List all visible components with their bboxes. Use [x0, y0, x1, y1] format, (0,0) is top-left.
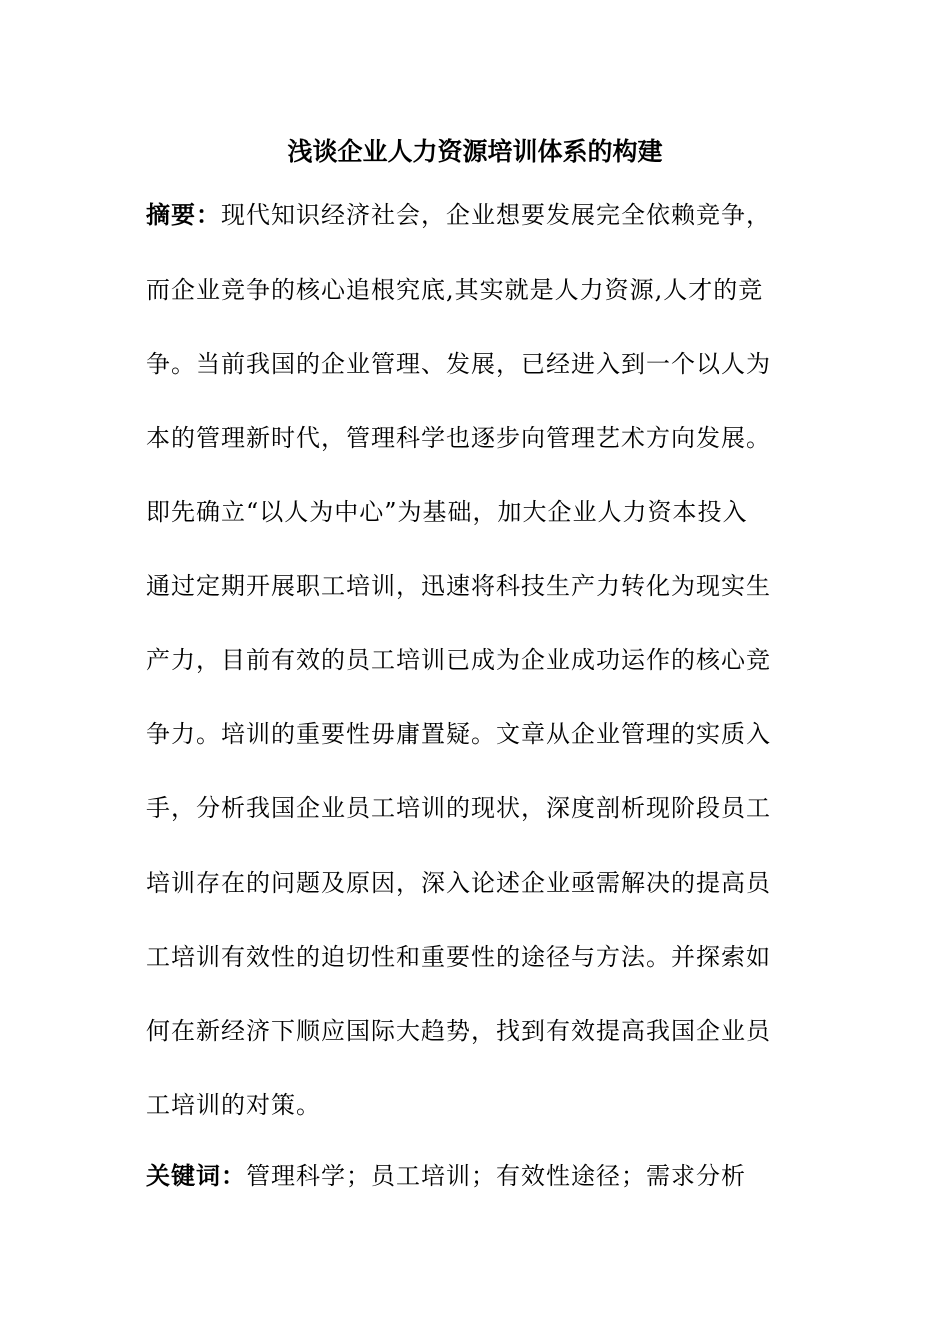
abstract-line: 何在新经济下顺应国际大趋势，找到有效提高我国企业员	[146, 1017, 771, 1045]
abstract-line	[146, 197, 810, 233]
abstract-line: 本的管理新时代，管理科学也逐步向管理艺术方向发展。	[146, 424, 771, 452]
abstract-line: 手，分析我国企业员工培训的现状，深度剖析现阶段员工	[146, 794, 771, 822]
abstract-line: 产力，目前有效的员工培训已成为企业成功运作的核心竞	[146, 646, 771, 674]
keywords-label: 关键词：	[146, 1162, 246, 1190]
document-title: 浅谈企业人力资源培训体系的构建	[287, 137, 663, 166]
abstract-line: 工培训的对策。	[146, 1091, 321, 1119]
abstract-line: 而企业竞争的核心追根究底,其实就是人力资源,人才的竞	[146, 276, 764, 304]
keywords-text: 管理科学；员工培训；有效性途径；需求分析	[246, 1162, 746, 1190]
abstract-line: 争力。培训的重要性毋庸置疑。文章从企业管理的实质入	[146, 720, 771, 748]
abstract-line: 工培训有效性的迫切性和重要性的途径与方法。并探索如	[146, 943, 771, 971]
abstract-line: 通过定期开展职工培训，迅速将科技生产力转化为现实生	[146, 572, 771, 600]
abstract-line: 培训存在的问题及原因，深入论述企业亟需解决的提高员	[146, 869, 771, 897]
keywords-line	[146, 1158, 810, 1194]
abstract-line: 即先确立“以人为中心”为基础，加大企业人力资本投入	[146, 498, 748, 526]
abstract-line: 争。当前我国的企业管理、发展，已经进入到一个以人为	[146, 350, 771, 378]
abstract-label: 摘要：	[146, 201, 221, 229]
abstract-text: 现代知识经济社会，企业想要发展完全依赖竞争，	[221, 201, 771, 229]
